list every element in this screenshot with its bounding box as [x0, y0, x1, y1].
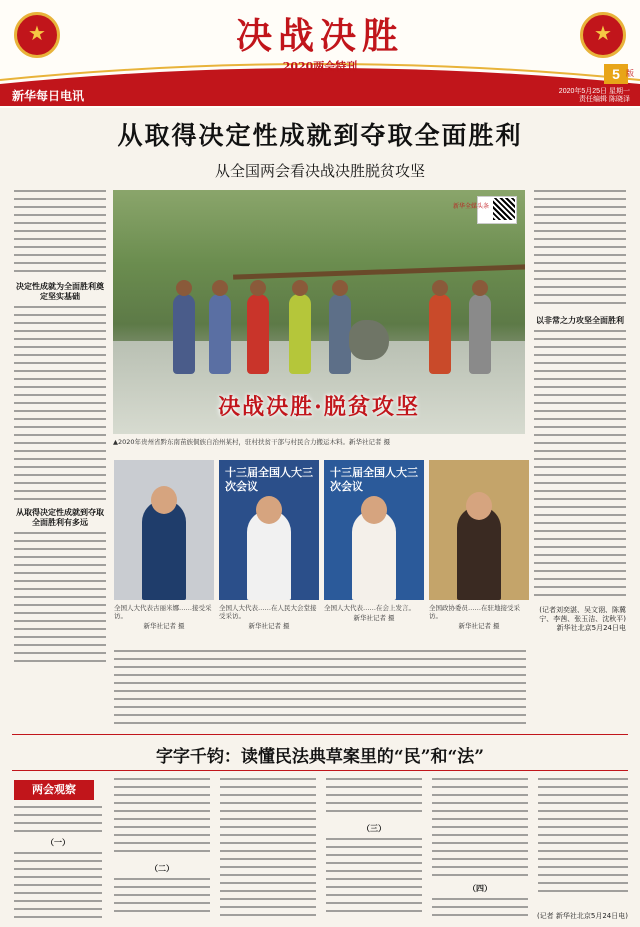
article2-byline: (记者 新华社北京5月24日电)	[536, 912, 628, 920]
session-banner-text: 十三届全国人大三次会议	[225, 466, 313, 493]
main-photo-caption: ▲2020年贵州省黔东南苗族侗族自治州某村，驻村扶贫干部与村民合力搬运木料。新华社记者 摄	[113, 438, 391, 446]
column-badge: 两会观察	[14, 780, 94, 800]
page-subheadline: 从全国两会看决战决胜脱贫攻坚	[214, 162, 425, 180]
sub-photo-1-caption	[114, 604, 214, 630]
article2-col-5	[432, 778, 528, 920]
dateline	[559, 88, 630, 104]
section-divider	[12, 770, 628, 771]
photo-credit: 新华社记者 摄	[458, 622, 500, 630]
star-icon: ★	[28, 21, 46, 45]
sub-photo-3-caption	[324, 604, 424, 622]
byline-dispatch: 新华社北京5月24日电	[556, 624, 626, 632]
person-figure	[469, 294, 491, 374]
edition-label: 版	[626, 69, 634, 78]
photo-slogan: 决战决胜·脱贫攻坚	[218, 394, 420, 420]
delegate-face	[361, 496, 387, 524]
article-continuation	[114, 650, 526, 724]
article-text	[114, 650, 526, 724]
article2-col-3	[220, 778, 316, 920]
section-divider	[12, 734, 628, 735]
photo-credit: 新华社记者 摄	[143, 622, 185, 630]
caption-text: 全国人大代表……在人民大会堂接受采访。	[219, 604, 317, 620]
star-icon: ★	[594, 21, 612, 45]
delegate-face	[466, 492, 492, 520]
sub-photo-2	[219, 460, 319, 600]
session-banner-text: 十三届全国人大三次会议	[330, 466, 418, 493]
rock	[349, 320, 389, 360]
special-issue-subtitle: 2020两会特刊	[282, 60, 358, 73]
cppcc-emblem-icon	[580, 12, 626, 58]
sub-photo-4	[429, 460, 529, 600]
issue-date: 2020年5月25日 星期一	[558, 88, 630, 95]
person-figure	[173, 294, 195, 374]
delegate-face	[151, 486, 177, 514]
section-number: （三）	[362, 824, 386, 833]
section-head: 以非常之力攻坚全面胜利	[536, 316, 624, 325]
caption-text: 全国政协委员……在驻地接受采访。	[429, 604, 520, 620]
article-column-right	[534, 190, 626, 660]
sub-photo-3	[324, 460, 424, 600]
article2-headline: 字字千钧：读懂民法典草案里的“民”和“法”	[155, 747, 485, 767]
person-figure	[429, 294, 451, 374]
section-head: 从取得决定性成就到夺取全面胜利有多远	[16, 508, 104, 527]
qr-code-icon[interactable]	[493, 198, 515, 220]
masthead	[0, 0, 640, 108]
article2-col-6	[538, 778, 628, 908]
caption-text: 全国人大代表古丽米娜……接受采访。	[114, 604, 212, 620]
page-headline: 从取得决定性成就到夺取全面胜利	[117, 121, 523, 150]
sub-photo-4-caption	[429, 604, 529, 630]
delegate-figure	[142, 500, 186, 600]
section-head: 决定性成就为全面胜利奠定坚实基础	[16, 282, 104, 301]
newspaper-name: 新华每日电讯	[12, 89, 85, 103]
article2-col-1	[14, 806, 102, 920]
person-figure	[247, 294, 269, 374]
section-number: （四）	[468, 884, 492, 893]
section-number: （一）	[46, 838, 70, 847]
delegate-face	[256, 496, 282, 524]
person-figure	[289, 294, 311, 374]
photo-credit: 新华社记者 摄	[353, 614, 395, 622]
article2-col-2	[114, 778, 210, 920]
article-byline	[534, 606, 626, 633]
sub-photo-1	[114, 460, 214, 600]
article-column-left	[14, 190, 106, 660]
special-issue-title: 决战决胜	[235, 15, 404, 57]
editor-credit: 责任编辑 陈晓泽	[579, 96, 630, 103]
person-figure	[329, 294, 351, 374]
article-text	[534, 330, 626, 600]
article-text	[534, 190, 626, 310]
caption-text: 全国人大代表……在会上发言。	[324, 604, 415, 612]
delegate-figure	[457, 506, 501, 600]
section-number: （二）	[150, 864, 174, 873]
article-text	[14, 532, 106, 666]
article2-col-4	[326, 778, 422, 920]
edition-number: 5	[604, 64, 628, 84]
masthead-band	[0, 84, 640, 106]
person-figure	[209, 294, 231, 374]
main-photo	[113, 190, 525, 434]
photo-credit: 新华社记者 摄	[248, 622, 290, 630]
sub-photo-2-caption	[219, 604, 319, 630]
byline-reporters: (记者刘奕湛、吴文诩、陈冀宁、李茜、张玉洁、沈秋平)	[539, 606, 626, 623]
wooden-pole	[233, 261, 525, 279]
article-text	[14, 306, 106, 502]
article-text	[14, 190, 106, 276]
photo-brand: 新华全媒头条	[452, 204, 489, 210]
